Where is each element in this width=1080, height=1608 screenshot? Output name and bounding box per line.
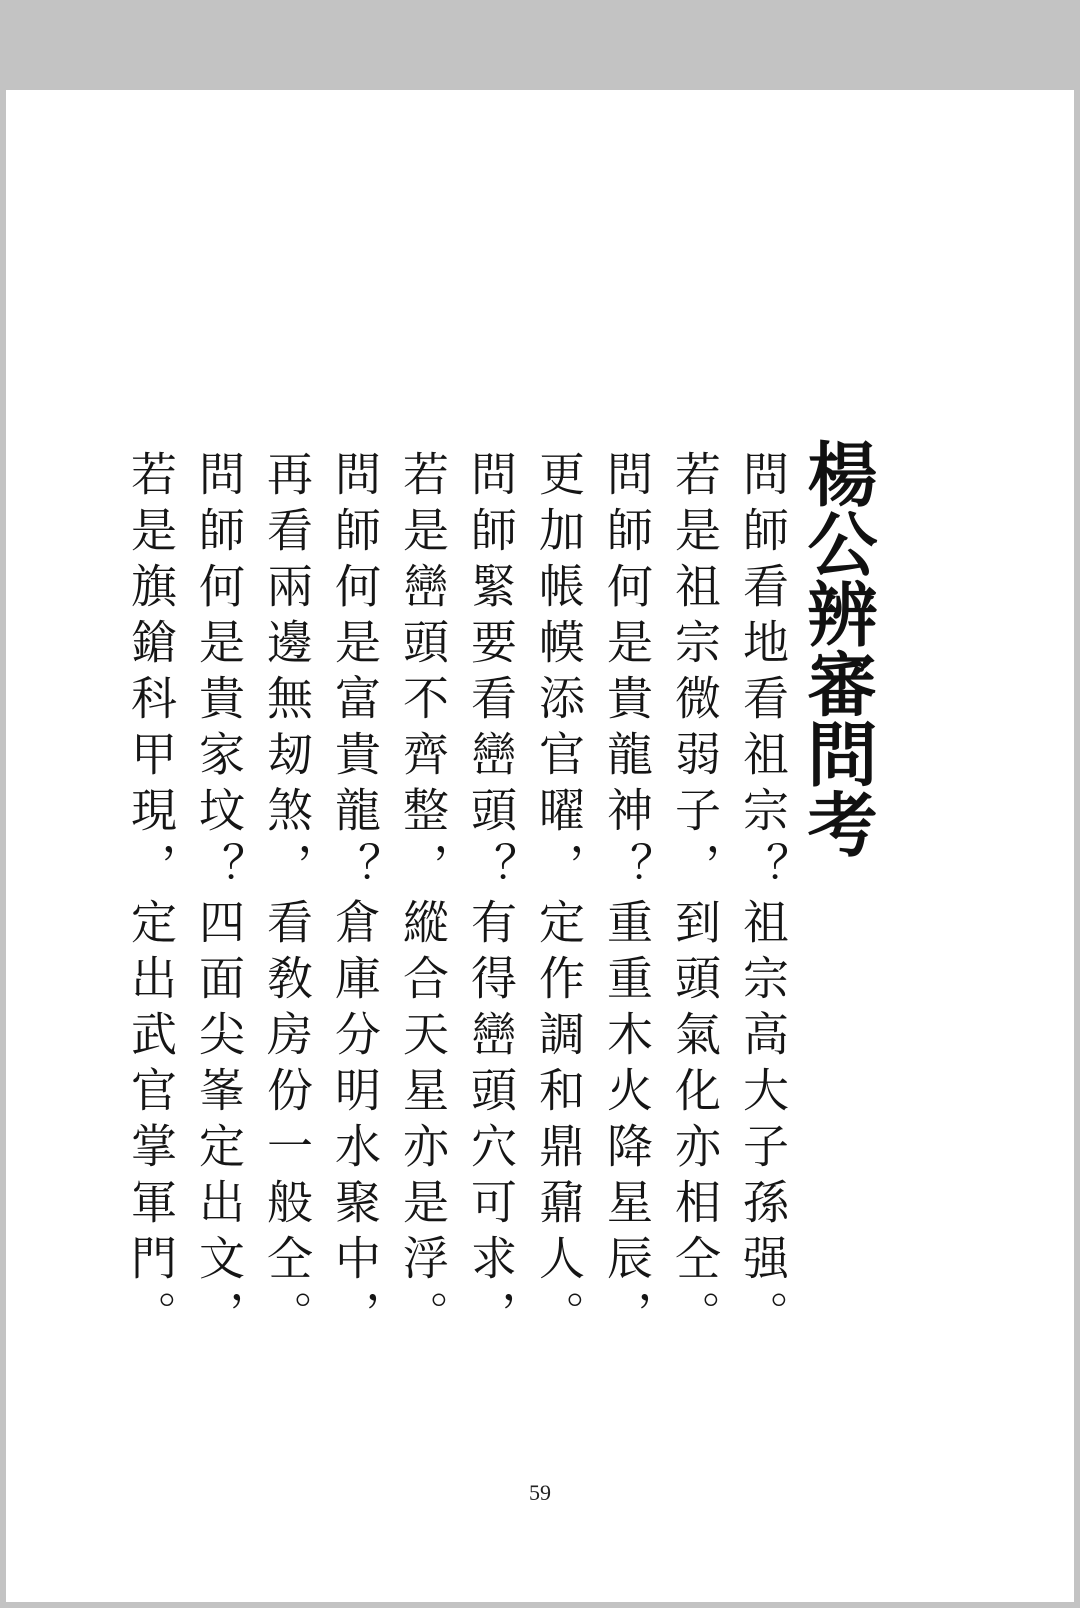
text-column: 問師緊要看巒頭？有得巒頭穴可求，: [464, 450, 518, 1346]
text-column: 若是巒頭不齊整，縱合天星亦是浮。: [396, 450, 450, 1346]
text-column: 再看兩邊無刼煞，看敎房份一般仝。: [260, 450, 314, 1346]
page-title: 楊公辨審問考: [796, 438, 878, 858]
poem-body: [117, 450, 797, 1346]
document-page: [6, 90, 1074, 1602]
text-column: 問師何是貴家坟？四面尖峯定出文，: [192, 450, 246, 1346]
text-column: 更加帳幙添官曜，定作調和鼎鼐人。: [532, 450, 586, 1346]
text-column: 問師何是貴龍神？重重木火降星辰，: [600, 450, 654, 1346]
text-column: 若是祖宗微弱子，到頭氣化亦相仝。: [668, 450, 722, 1346]
text-column: 問師何是富貴龍？倉庫分明水聚中，: [328, 450, 382, 1346]
text-column: 若是旗鎗科甲現，定出武官掌軍門。: [124, 450, 178, 1346]
text-column: 問師看地看祖宗？祖宗高大子孫强。: [736, 450, 790, 1346]
viewer-top-bar: [0, 0, 1080, 90]
page-number: 59: [529, 1480, 551, 1505]
